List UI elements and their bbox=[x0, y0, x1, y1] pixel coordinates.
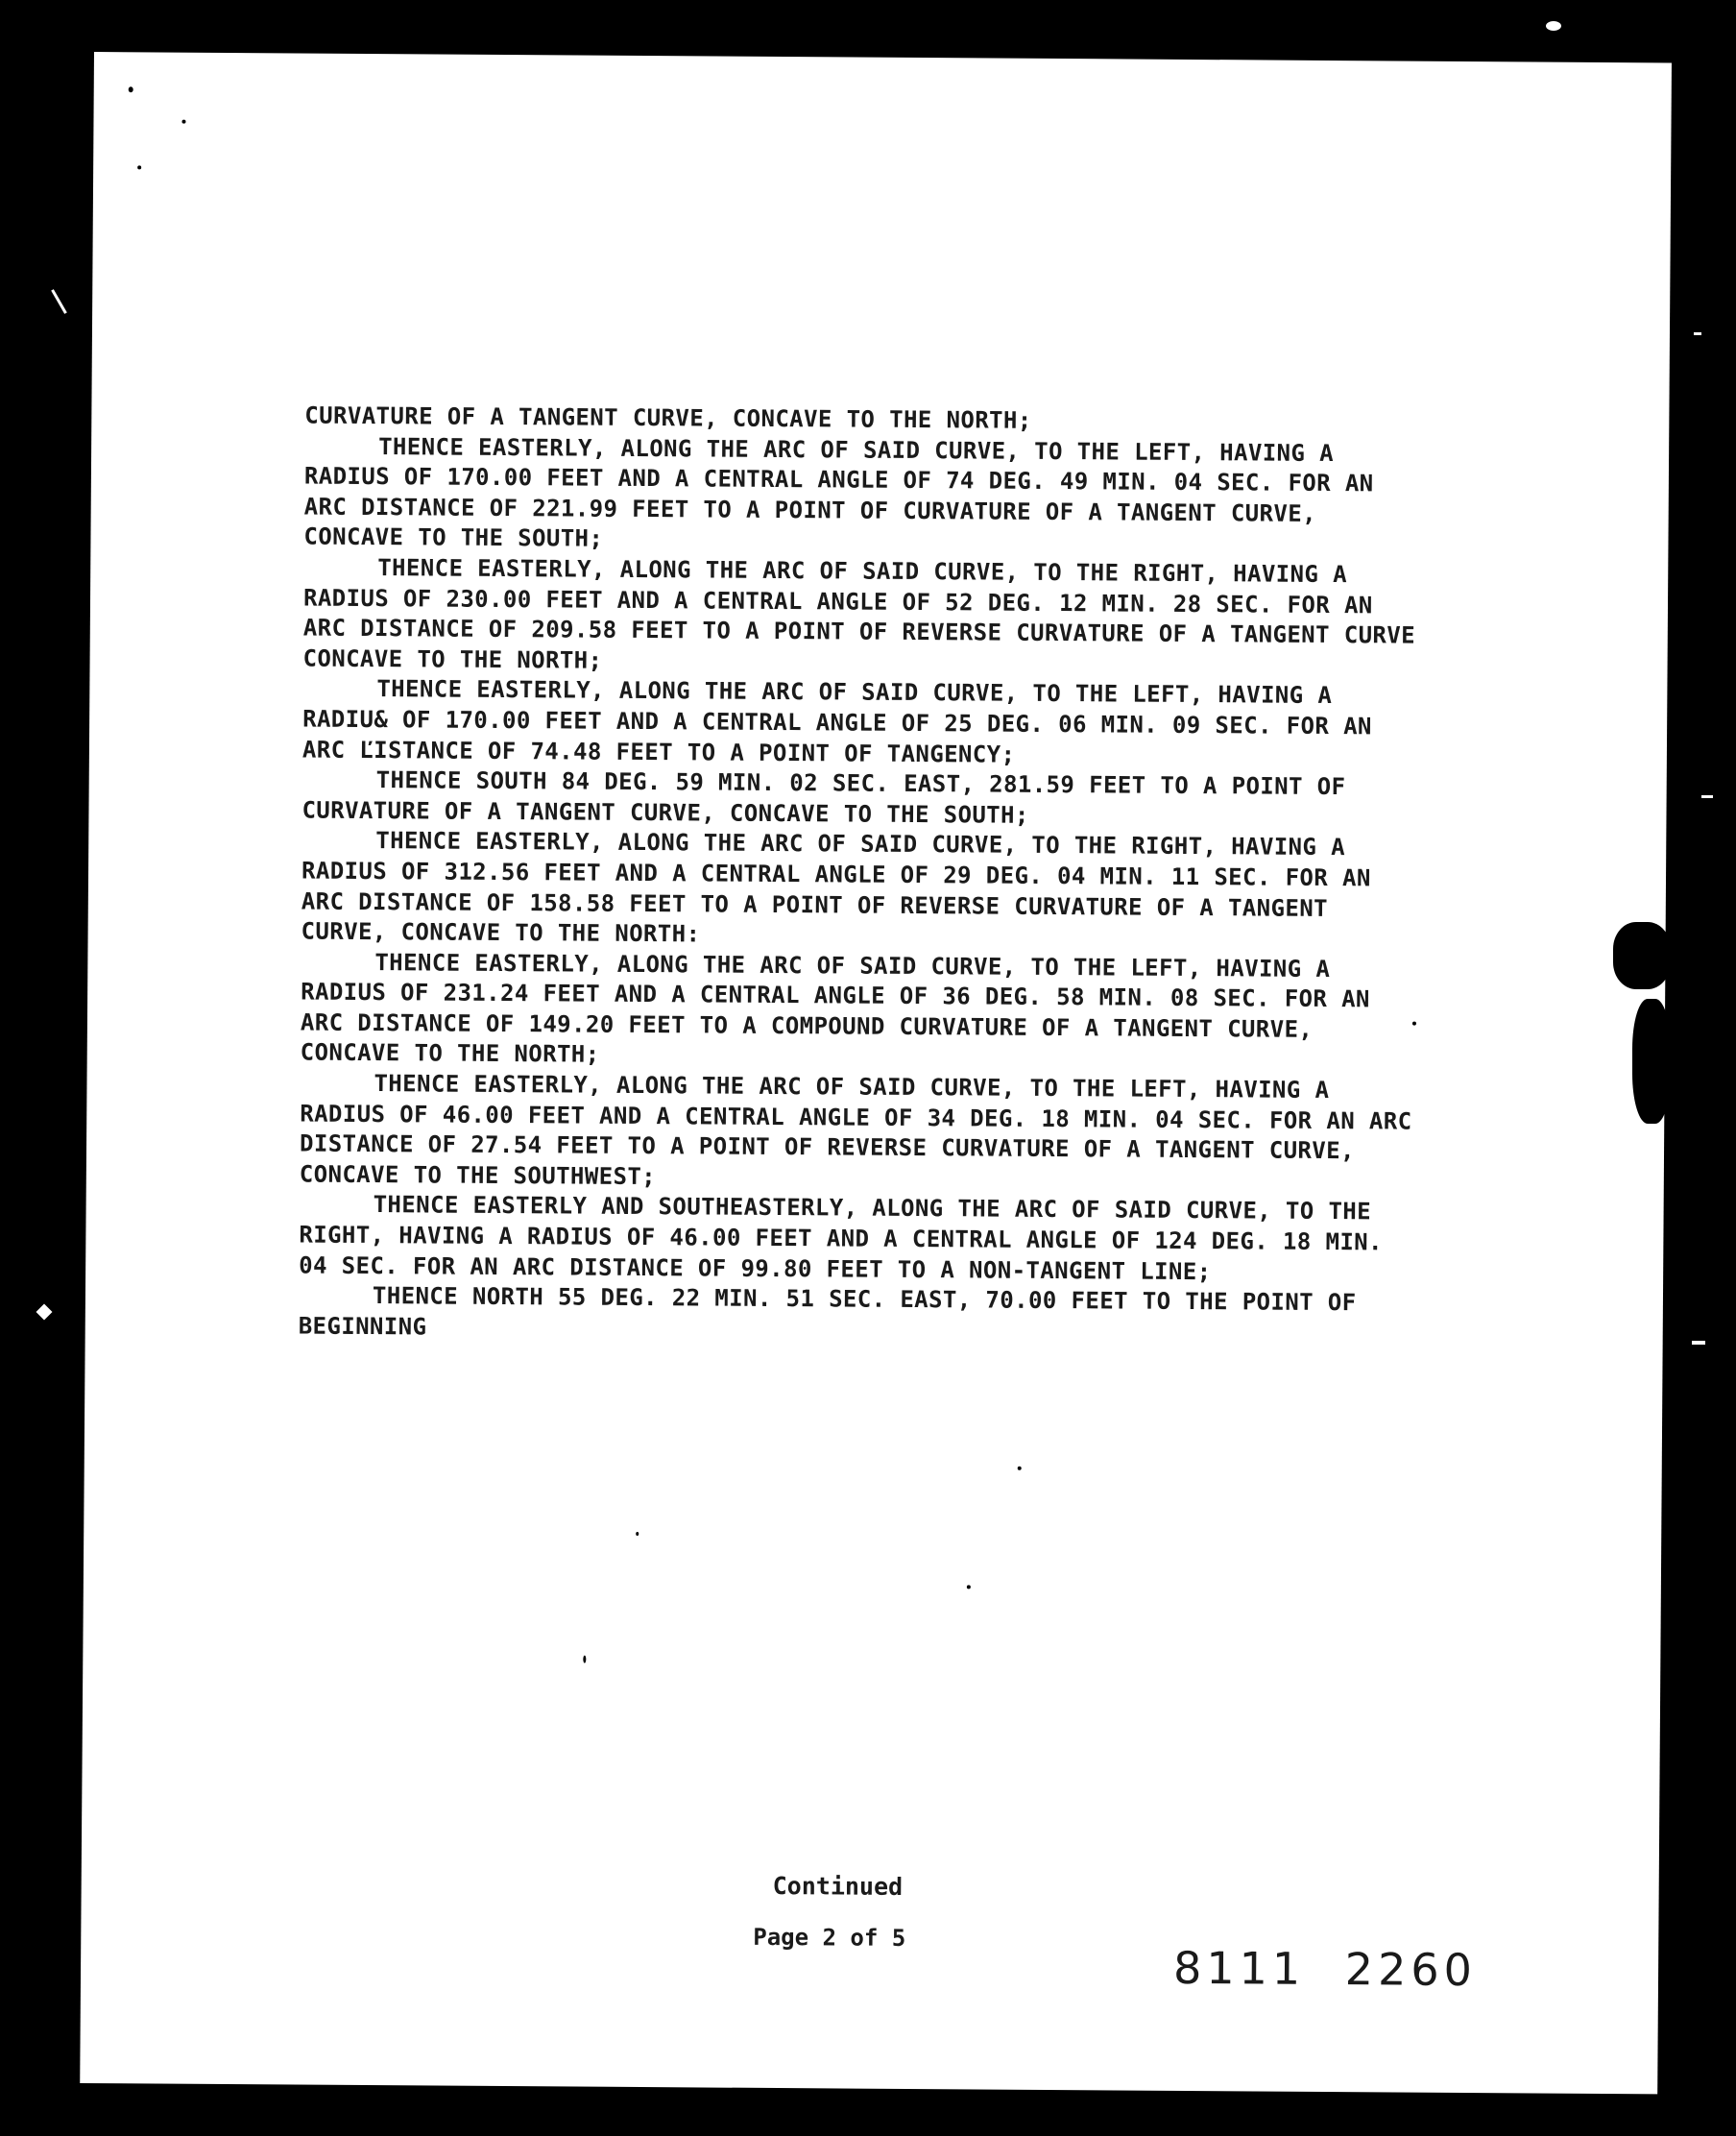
document-page bbox=[80, 52, 1672, 2094]
text-line: THENCE SOUTH 84 DEG. 59 MIN. 02 SEC. EAST, 281.59 FEET TO A POINT OF bbox=[375, 766, 1346, 801]
text-line: ARC DISTANCE OF 158.58 FEET TO A POINT OF REVERSE CURVATURE OF A TANGENT bbox=[301, 887, 1329, 922]
continued-label: Continued bbox=[772, 1871, 904, 1901]
edge-noise bbox=[1694, 332, 1701, 335]
text-line: CONCAVE TO THE SOUTH; bbox=[303, 522, 604, 553]
text-line: RADIUS OF 170.00 FEET AND A CENTRAL ANGLE OF 74 DEG. 49 MIN. 04 SEC. FOR AN bbox=[303, 462, 1374, 498]
text-line: DISTANCE OF 27.54 FEET TO A POINT OF REVERSE CURVATURE OF A TANGENT CURVE, bbox=[299, 1129, 1355, 1165]
page-number: Page 2 of 5 bbox=[753, 1923, 906, 1952]
text-line: CURVE, CONCAVE TO THE NORTH: bbox=[301, 917, 701, 948]
scan-speck bbox=[137, 165, 141, 169]
scan-speck bbox=[1412, 1022, 1416, 1026]
text-line: RADIUS OF 231.24 FEET AND A CENTRAL ANGLE OF 36 DEG. 58 MIN. 08 SEC. FOR AN bbox=[301, 978, 1370, 1013]
text-line: RADIUS OF 312.56 FEET AND A CENTRAL ANGLE OF 29 DEG. 04 MIN. 11 SEC. FOR AN bbox=[301, 857, 1371, 892]
scan-speck bbox=[967, 1585, 971, 1589]
edge-noise bbox=[1692, 1341, 1705, 1345]
text-line: THENCE EASTERLY, ALONG THE ARC OF SAID CURVE, TO THE LEFT, HAVING A bbox=[374, 948, 1331, 983]
text-line: THENCE EASTERLY, ALONG THE ARC OF SAID CURVE, TO THE LEFT, HAVING A bbox=[376, 675, 1333, 710]
text-line: BEGINNING bbox=[298, 1312, 427, 1341]
text-line: THENCE NORTH 55 DEG. 22 MIN. 51 SEC. EAST, 70.00 FEET TO THE POINT OF bbox=[372, 1282, 1357, 1317]
text-line: RIGHT, HAVING A RADIUS OF 46.00 FEET AND A CENTRAL ANGLE OF 124 DEG. 18 MIN. bbox=[299, 1221, 1384, 1256]
scan-speck bbox=[181, 120, 185, 124]
edge-noise bbox=[51, 289, 67, 314]
scan-speck bbox=[636, 1532, 639, 1536]
text-line: RADIUS OF 230.00 FEET AND A CENTRAL ANGLE OF 52 DEG. 12 MIN. 28 SEC. FOR AN bbox=[302, 584, 1373, 619]
text-line: ARC ĽISTANCE OF 74.48 FEET TO A POINT OF TANGENCY; bbox=[301, 736, 1016, 768]
edge-noise bbox=[36, 1304, 53, 1321]
scan-speck bbox=[129, 86, 133, 92]
text-line: RADIU& OF 170.00 FEET AND A CENTRAL ANGLE OF 25 DEG. 06 MIN. 09 SEC. FOR AN bbox=[302, 705, 1372, 740]
scan-smudge bbox=[1632, 999, 1671, 1124]
document-number: 8111 2260 bbox=[1172, 1941, 1478, 1997]
scan-smudge bbox=[1613, 922, 1671, 989]
text-line: THENCE EASTERLY AND SOUTHEASTERLY, ALONG THE ARC OF SAID CURVE, TO THE bbox=[373, 1191, 1372, 1226]
text-line: ARC DISTANCE OF 209.58 FEET TO A POINT OF REVERSE CURVATURE OF A TANGENT CURVE bbox=[302, 614, 1416, 649]
legal-description-text bbox=[299, 401, 1544, 1350]
scan-speck bbox=[1018, 1467, 1022, 1470]
text-line: CONCAVE TO THE NORTH; bbox=[302, 644, 603, 674]
text-line: CURVATURE OF A TANGENT CURVE, CONCAVE TO THE SOUTH; bbox=[301, 796, 1029, 829]
text-line: CONCAVE TO THE SOUTHWEST; bbox=[299, 1160, 657, 1190]
edge-noise bbox=[1701, 795, 1713, 798]
text-line: ARC DISTANCE OF 149.20 FEET TO A COMPOUND CURVATURE OF A TANGENT CURVE, bbox=[300, 1008, 1314, 1043]
text-line: THENCE EASTERLY, ALONG THE ARC OF SAID CURVE, TO THE RIGHT, HAVING A bbox=[377, 554, 1348, 589]
text-line: THENCE EASTERLY, ALONG THE ARC OF SAID CURVE, TO THE LEFT, HAVING A bbox=[378, 432, 1335, 467]
scan-speck bbox=[583, 1656, 586, 1663]
text-line: 04 SEC. FOR AN ARC DISTANCE OF 99.80 FEET TO A NON-TANGENT LINE; bbox=[299, 1251, 1212, 1285]
text-line: RADIUS OF 46.00 FEET AND A CENTRAL ANGLE OF 34 DEG. 18 MIN. 04 SEC. FOR AN ARC bbox=[300, 1100, 1412, 1135]
text-line: CURVATURE OF A TANGENT CURVE, CONCAVE TO THE NORTH; bbox=[304, 401, 1032, 434]
text-line: THENCE EASTERLY, ALONG THE ARC OF SAID CURVE, TO THE RIGHT, HAVING A bbox=[375, 827, 1346, 862]
text-line: ARC DISTANCE OF 221.99 FEET TO A POINT OF CURVATURE OF A TANGENT CURVE, bbox=[303, 493, 1317, 527]
text-line: CONCAVE TO THE NORTH; bbox=[300, 1038, 600, 1069]
edge-noise bbox=[1546, 21, 1561, 31]
text-line: THENCE EASTERLY, ALONG THE ARC OF SAID CURVE, TO THE LEFT, HAVING A bbox=[374, 1070, 1330, 1104]
